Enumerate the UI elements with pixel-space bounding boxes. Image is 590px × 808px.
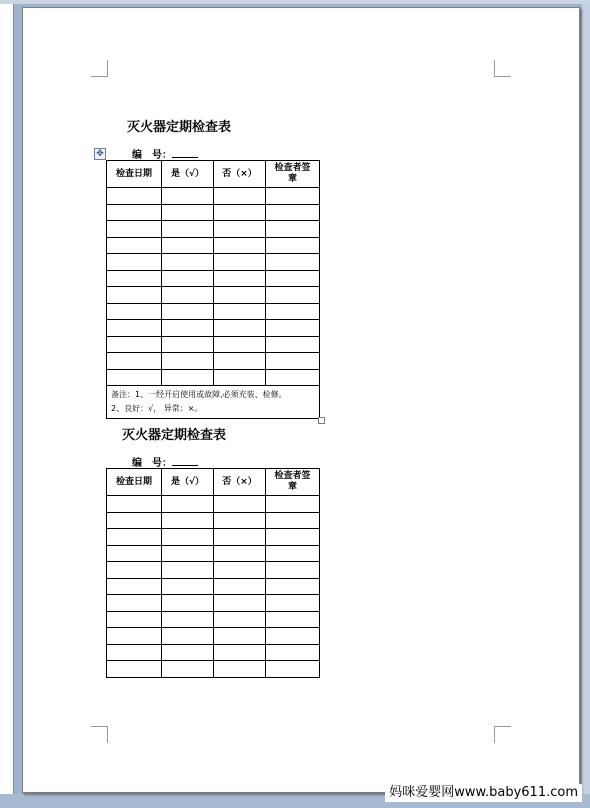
table-row <box>107 221 320 238</box>
header-yes: 是（√） <box>162 469 214 496</box>
table-row <box>107 644 320 661</box>
header-no: 否（×） <box>214 469 266 496</box>
table-row <box>107 320 320 337</box>
date-cell[interactable] <box>107 661 162 678</box>
signature-cell[interactable] <box>266 188 320 205</box>
date-cell[interactable] <box>107 237 162 254</box>
no-cell[interactable] <box>214 496 266 513</box>
date-cell[interactable] <box>107 204 162 221</box>
signature-cell[interactable] <box>266 595 320 612</box>
no-cell[interactable] <box>214 644 266 661</box>
signature-cell[interactable] <box>266 320 320 337</box>
table-row <box>107 254 320 271</box>
signature-cell[interactable] <box>266 204 320 221</box>
date-cell[interactable] <box>107 270 162 287</box>
table-row <box>107 661 320 678</box>
no-cell[interactable] <box>214 254 266 271</box>
date-cell[interactable] <box>107 562 162 579</box>
no-cell[interactable] <box>214 545 266 562</box>
yes-cell[interactable] <box>162 320 214 337</box>
date-cell[interactable] <box>107 188 162 205</box>
previous-page-edge <box>0 4 14 794</box>
no-cell[interactable] <box>214 353 266 370</box>
date-cell[interactable] <box>107 303 162 320</box>
yes-cell[interactable] <box>162 287 214 304</box>
signature-cell[interactable] <box>266 611 320 628</box>
yes-cell[interactable] <box>162 188 214 205</box>
yes-cell[interactable] <box>162 595 214 612</box>
right-edge-strip <box>582 4 590 794</box>
signature-cell[interactable] <box>266 529 320 546</box>
table-row <box>107 237 320 254</box>
notes-row <box>107 386 320 419</box>
serial-number-line <box>132 146 198 161</box>
inspection-table[interactable] <box>106 160 320 419</box>
header-inspector-signature: 检查者签章 <box>266 469 320 496</box>
table-row <box>107 628 320 645</box>
date-cell[interactable] <box>107 320 162 337</box>
no-cell[interactable] <box>214 287 266 304</box>
no-cell[interactable] <box>214 529 266 546</box>
form-title: 灭火器定期检查表 <box>122 428 227 443</box>
date-cell[interactable] <box>107 611 162 628</box>
no-cell[interactable] <box>214 595 266 612</box>
margin-corner-top-right <box>494 60 511 77</box>
no-cell[interactable] <box>214 303 266 320</box>
table-move-handle-icon[interactable]: ✥ <box>94 148 106 160</box>
table-row <box>107 595 320 612</box>
signature-cell[interactable] <box>266 512 320 529</box>
yes-cell[interactable] <box>162 562 214 579</box>
margin-corner-top-left <box>91 60 108 77</box>
signature-cell[interactable] <box>266 628 320 645</box>
window-frame-top <box>0 0 590 4</box>
date-cell[interactable] <box>107 529 162 546</box>
serial-number-label: 编 号： <box>132 458 172 469</box>
no-cell[interactable] <box>214 336 266 353</box>
yes-cell[interactable] <box>162 237 214 254</box>
no-cell[interactable] <box>214 369 266 386</box>
header-row <box>107 161 320 188</box>
date-cell[interactable] <box>107 644 162 661</box>
table-row <box>107 287 320 304</box>
table-row <box>107 545 320 562</box>
no-cell[interactable] <box>214 204 266 221</box>
signature-cell[interactable] <box>266 237 320 254</box>
table-row <box>107 270 320 287</box>
yes-cell[interactable] <box>162 661 214 678</box>
date-cell[interactable] <box>107 545 162 562</box>
signature-cell[interactable] <box>266 303 320 320</box>
no-cell[interactable] <box>214 237 266 254</box>
table-row <box>107 578 320 595</box>
signature-cell[interactable] <box>266 287 320 304</box>
signature-cell[interactable] <box>266 254 320 271</box>
no-cell[interactable] <box>214 578 266 595</box>
site-watermark: 妈咪爱婴网www.baby611.com <box>385 784 582 802</box>
header-yes: 是（√） <box>162 161 214 188</box>
margin-corner-bottom-right <box>494 726 511 743</box>
yes-cell[interactable] <box>162 529 214 546</box>
date-cell[interactable] <box>107 496 162 513</box>
signature-cell[interactable] <box>266 562 320 579</box>
signature-cell[interactable] <box>266 270 320 287</box>
notes-cell[interactable] <box>107 386 320 419</box>
serial-number-blank <box>172 148 198 158</box>
table-row <box>107 353 320 370</box>
no-cell[interactable] <box>214 661 266 678</box>
yes-cell[interactable] <box>162 512 214 529</box>
date-cell[interactable] <box>107 628 162 645</box>
signature-cell[interactable] <box>266 661 320 678</box>
table-row <box>107 204 320 221</box>
signature-cell[interactable] <box>266 221 320 238</box>
no-cell[interactable] <box>214 270 266 287</box>
yes-cell[interactable] <box>162 303 214 320</box>
table-row <box>107 303 320 320</box>
header-date: 检查日期 <box>107 161 162 188</box>
no-cell[interactable] <box>214 628 266 645</box>
table-row <box>107 188 320 205</box>
header-inspector-signature: 检查者签章 <box>266 161 320 188</box>
inspection-table[interactable] <box>106 468 320 678</box>
margin-corner-bottom-left <box>91 726 108 743</box>
table-resize-handle[interactable] <box>318 417 325 424</box>
serial-number-blank <box>172 456 198 466</box>
table-row <box>107 369 320 386</box>
yes-cell[interactable] <box>162 353 214 370</box>
date-cell[interactable] <box>107 595 162 612</box>
table-row <box>107 611 320 628</box>
no-cell[interactable] <box>214 221 266 238</box>
no-cell[interactable] <box>214 188 266 205</box>
yes-cell[interactable] <box>162 204 214 221</box>
date-cell[interactable] <box>107 512 162 529</box>
yes-cell[interactable] <box>162 496 214 513</box>
date-cell[interactable] <box>107 369 162 386</box>
no-cell[interactable] <box>214 611 266 628</box>
date-cell[interactable] <box>107 336 162 353</box>
no-cell[interactable] <box>214 562 266 579</box>
date-cell[interactable] <box>107 287 162 304</box>
yes-cell[interactable] <box>162 336 214 353</box>
signature-cell[interactable] <box>266 353 320 370</box>
date-cell[interactable] <box>107 221 162 238</box>
signature-cell[interactable] <box>266 369 320 386</box>
yes-cell[interactable] <box>162 611 214 628</box>
serial-number-label: 编 号： <box>132 150 172 161</box>
date-cell[interactable] <box>107 353 162 370</box>
yes-cell[interactable] <box>162 628 214 645</box>
yes-cell[interactable] <box>162 254 214 271</box>
form-title: 灭火器定期检查表 <box>127 120 232 135</box>
signature-cell[interactable] <box>266 644 320 661</box>
note-line-1: 备注：1、一经开启使用或故障,必须充装、检修。 <box>111 390 287 399</box>
yes-cell[interactable] <box>162 270 214 287</box>
signature-cell[interactable] <box>266 496 320 513</box>
header-row <box>107 469 320 496</box>
yes-cell[interactable] <box>162 545 214 562</box>
signature-cell[interactable] <box>266 336 320 353</box>
yes-cell[interactable] <box>162 221 214 238</box>
date-cell[interactable] <box>107 578 162 595</box>
header-date: 检查日期 <box>107 469 162 496</box>
header-no: 否（×） <box>214 161 266 188</box>
yes-cell[interactable] <box>162 644 214 661</box>
signature-cell[interactable] <box>266 578 320 595</box>
yes-cell[interactable] <box>162 578 214 595</box>
table-row <box>107 496 320 513</box>
table-row <box>107 529 320 546</box>
no-cell[interactable] <box>214 512 266 529</box>
table-row <box>107 512 320 529</box>
table-row <box>107 562 320 579</box>
serial-number-line <box>132 454 198 469</box>
no-cell[interactable] <box>214 320 266 337</box>
note-line-2: 2、良好：√， 异常：×。 <box>111 404 203 413</box>
table-row <box>107 336 320 353</box>
date-cell[interactable] <box>107 254 162 271</box>
yes-cell[interactable] <box>162 369 214 386</box>
signature-cell[interactable] <box>266 545 320 562</box>
